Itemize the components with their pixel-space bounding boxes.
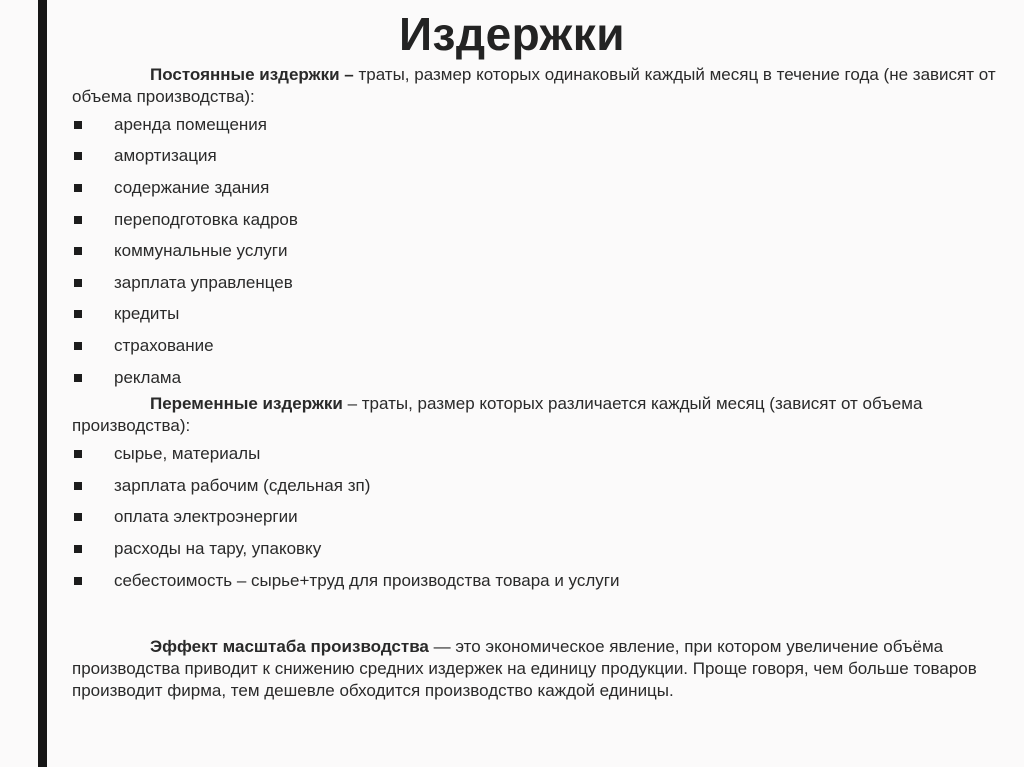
list-item-label: амортизация (114, 146, 217, 166)
fixed-costs-definition (72, 64, 1002, 108)
square-bullet-icon (74, 184, 82, 192)
list-item (72, 141, 1002, 173)
list-item (72, 533, 1002, 565)
list-item-label: кредиты (114, 304, 180, 324)
variable-costs-term: Переменные издержки (150, 394, 343, 414)
list-item-label: себестоимость – сырье+труд для производства товара и услуги (114, 570, 620, 590)
list-item (72, 267, 1002, 299)
slide-content (72, 64, 1002, 702)
list-item-label: аренда помещения (114, 114, 267, 134)
square-bullet-icon (74, 342, 82, 350)
slide-title: Издержки (398, 8, 626, 60)
fixed-costs-description: траты, размер которых одинаковый каждый месяц в течение года (не зависят от объема производства): (72, 65, 996, 106)
list-item (72, 362, 1002, 394)
list-item-label: оплата электроэнергии (114, 507, 298, 527)
list-item (72, 438, 1002, 470)
economies-of-scale-definition (72, 636, 1002, 702)
list-item-label: содержание здания (114, 177, 270, 197)
square-bullet-icon (74, 216, 82, 224)
list-item (72, 109, 1002, 141)
economies-of-scale-description: — это экономическое явление, при котором увеличение объёма производства приводит к снижению средних издержек на единицу продукции. Проще говоря, чем больше товаров производит фирма, тем дешевле обходится производство каждой единицы. (72, 637, 977, 701)
list-item (72, 204, 1002, 236)
list-item (72, 235, 1002, 267)
list-item-label: страхование (114, 335, 214, 355)
list-item (72, 299, 1002, 331)
variable-costs-definition (72, 393, 1002, 437)
square-bullet-icon (74, 310, 82, 318)
square-bullet-icon (74, 450, 82, 458)
fixed-costs-list (72, 109, 1002, 393)
list-item-label: переподготовка кадров (114, 209, 298, 229)
list-item-label: коммунальные услуги (114, 241, 288, 261)
list-item-label: зарплата рабочим (сдельная зп) (114, 475, 371, 495)
square-bullet-icon (74, 577, 82, 585)
list-item (72, 470, 1002, 502)
list-item-label: расходы на тару, упаковку (114, 538, 322, 558)
square-bullet-icon (74, 482, 82, 490)
list-item (72, 172, 1002, 204)
square-bullet-icon (74, 121, 82, 129)
variable-costs-list (72, 438, 1002, 596)
list-item (72, 330, 1002, 362)
square-bullet-icon (74, 152, 82, 160)
list-item (72, 502, 1002, 534)
variable-costs-description: – траты, размер которых различается каждый месяц (зависят от объема производства): (72, 394, 923, 436)
square-bullet-icon (74, 374, 82, 382)
list-item-label: зарплата управленцев (114, 272, 293, 292)
square-bullet-icon (74, 513, 82, 521)
economies-of-scale-term: Эффект масштаба производства (150, 637, 429, 657)
square-bullet-icon (74, 545, 82, 553)
left-accent-bar (38, 0, 47, 767)
fixed-costs-term: Постоянные издержки – (150, 65, 354, 84)
square-bullet-icon (74, 279, 82, 287)
list-item (72, 565, 1002, 597)
list-item-label: реклама (114, 367, 182, 387)
square-bullet-icon (74, 247, 82, 255)
list-item-label: сырье, материалы (114, 444, 261, 464)
